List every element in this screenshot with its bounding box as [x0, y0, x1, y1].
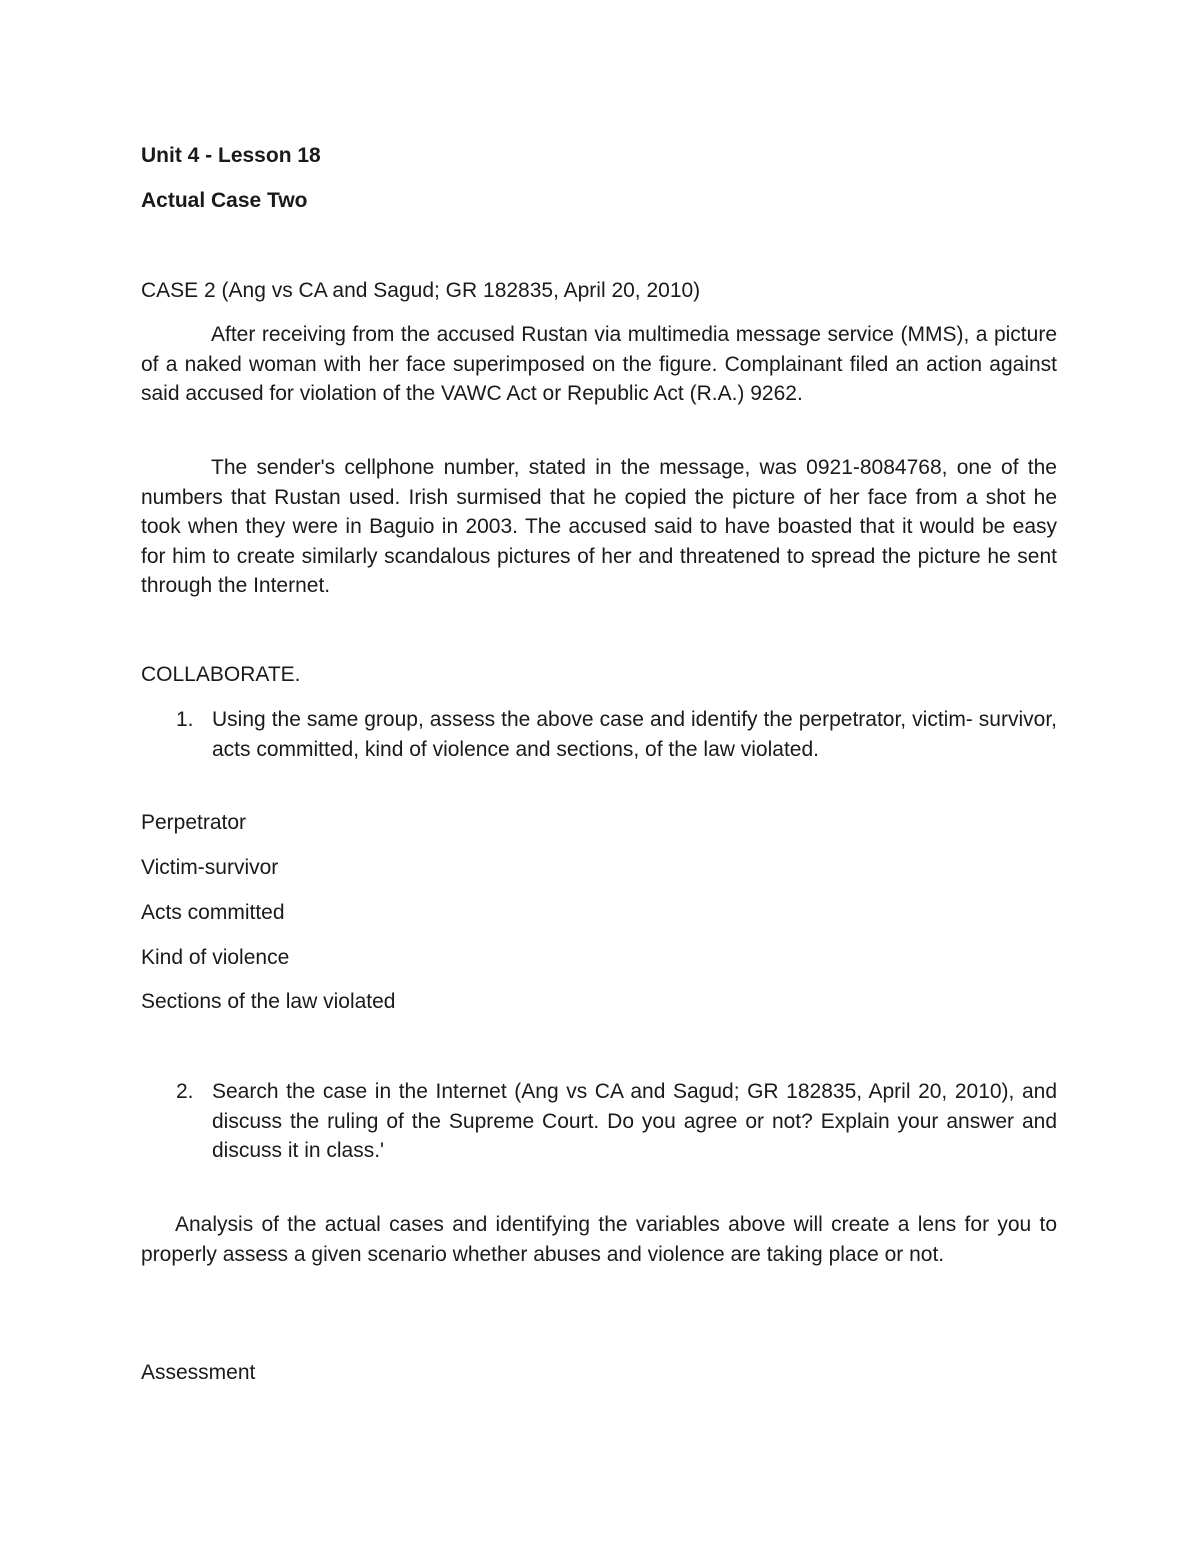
list-item-1	[141, 705, 1057, 764]
variable-acts-committed: Acts committed	[141, 901, 285, 924]
variable-perpetrator: Perpetrator	[141, 811, 247, 834]
case-heading: Actual Case Two	[141, 189, 308, 212]
list-item-number: 1.	[176, 708, 194, 731]
variable-sections-violated: Sections of the law violated	[141, 990, 396, 1013]
variable-kind-of-violence: Kind of violence	[141, 946, 290, 969]
list-item-text: Using the same group, assess the above case and identify the perpetrator, victim- survivor, acts committed, kind of violence and sections, of the law violated.	[212, 708, 1057, 761]
assessment-label: Assessment	[141, 1361, 256, 1384]
list-item-2	[141, 1077, 1057, 1166]
list-item-text: Search the case in the Internet (Ang vs CA and Sagud; GR 182835, April 20, 2010), and discuss the ruling of the Supreme Court. Do you agree or not? Explain your answer and discuss it in class.'	[212, 1080, 1057, 1162]
unit-lesson-heading: Unit 4 - Lesson 18	[141, 144, 321, 167]
case-paragraph-1: After receiving from the accused Rustan via multimedia message service (MMS), a picture of a naked woman with her face superimposed on the figure. Complainant filed an action against said accused for violation of the VAWC Act or Republic Act (R.A.) 9262.	[141, 323, 1057, 405]
list-item-number: 2.	[176, 1080, 194, 1103]
analysis-paragraph: Analysis of the actual cases and identifying the variables above will create a lens for you to properly assess a given scenario whether abuses and violence are taking place or not.	[141, 1213, 1057, 1266]
variable-victim-survivor: Victim-survivor	[141, 856, 279, 879]
case-paragraph-2: The sender's cellphone number, stated in the message, was 0921-8084768, one of the numbers that Rustan used. Irish surmised that he copied the picture of her face from a shot he took when they were in Baguio in 2003. The accused said to have boasted that it would be easy for him to create similarly scandalous pictures of her and threatened to spread the picture he sent through the Internet.	[141, 456, 1057, 597]
collaborate-label: COLLABORATE.	[141, 663, 301, 686]
case-title: CASE 2 (Ang vs CA and Sagud; GR 182835, April 20, 2010)	[141, 279, 701, 302]
